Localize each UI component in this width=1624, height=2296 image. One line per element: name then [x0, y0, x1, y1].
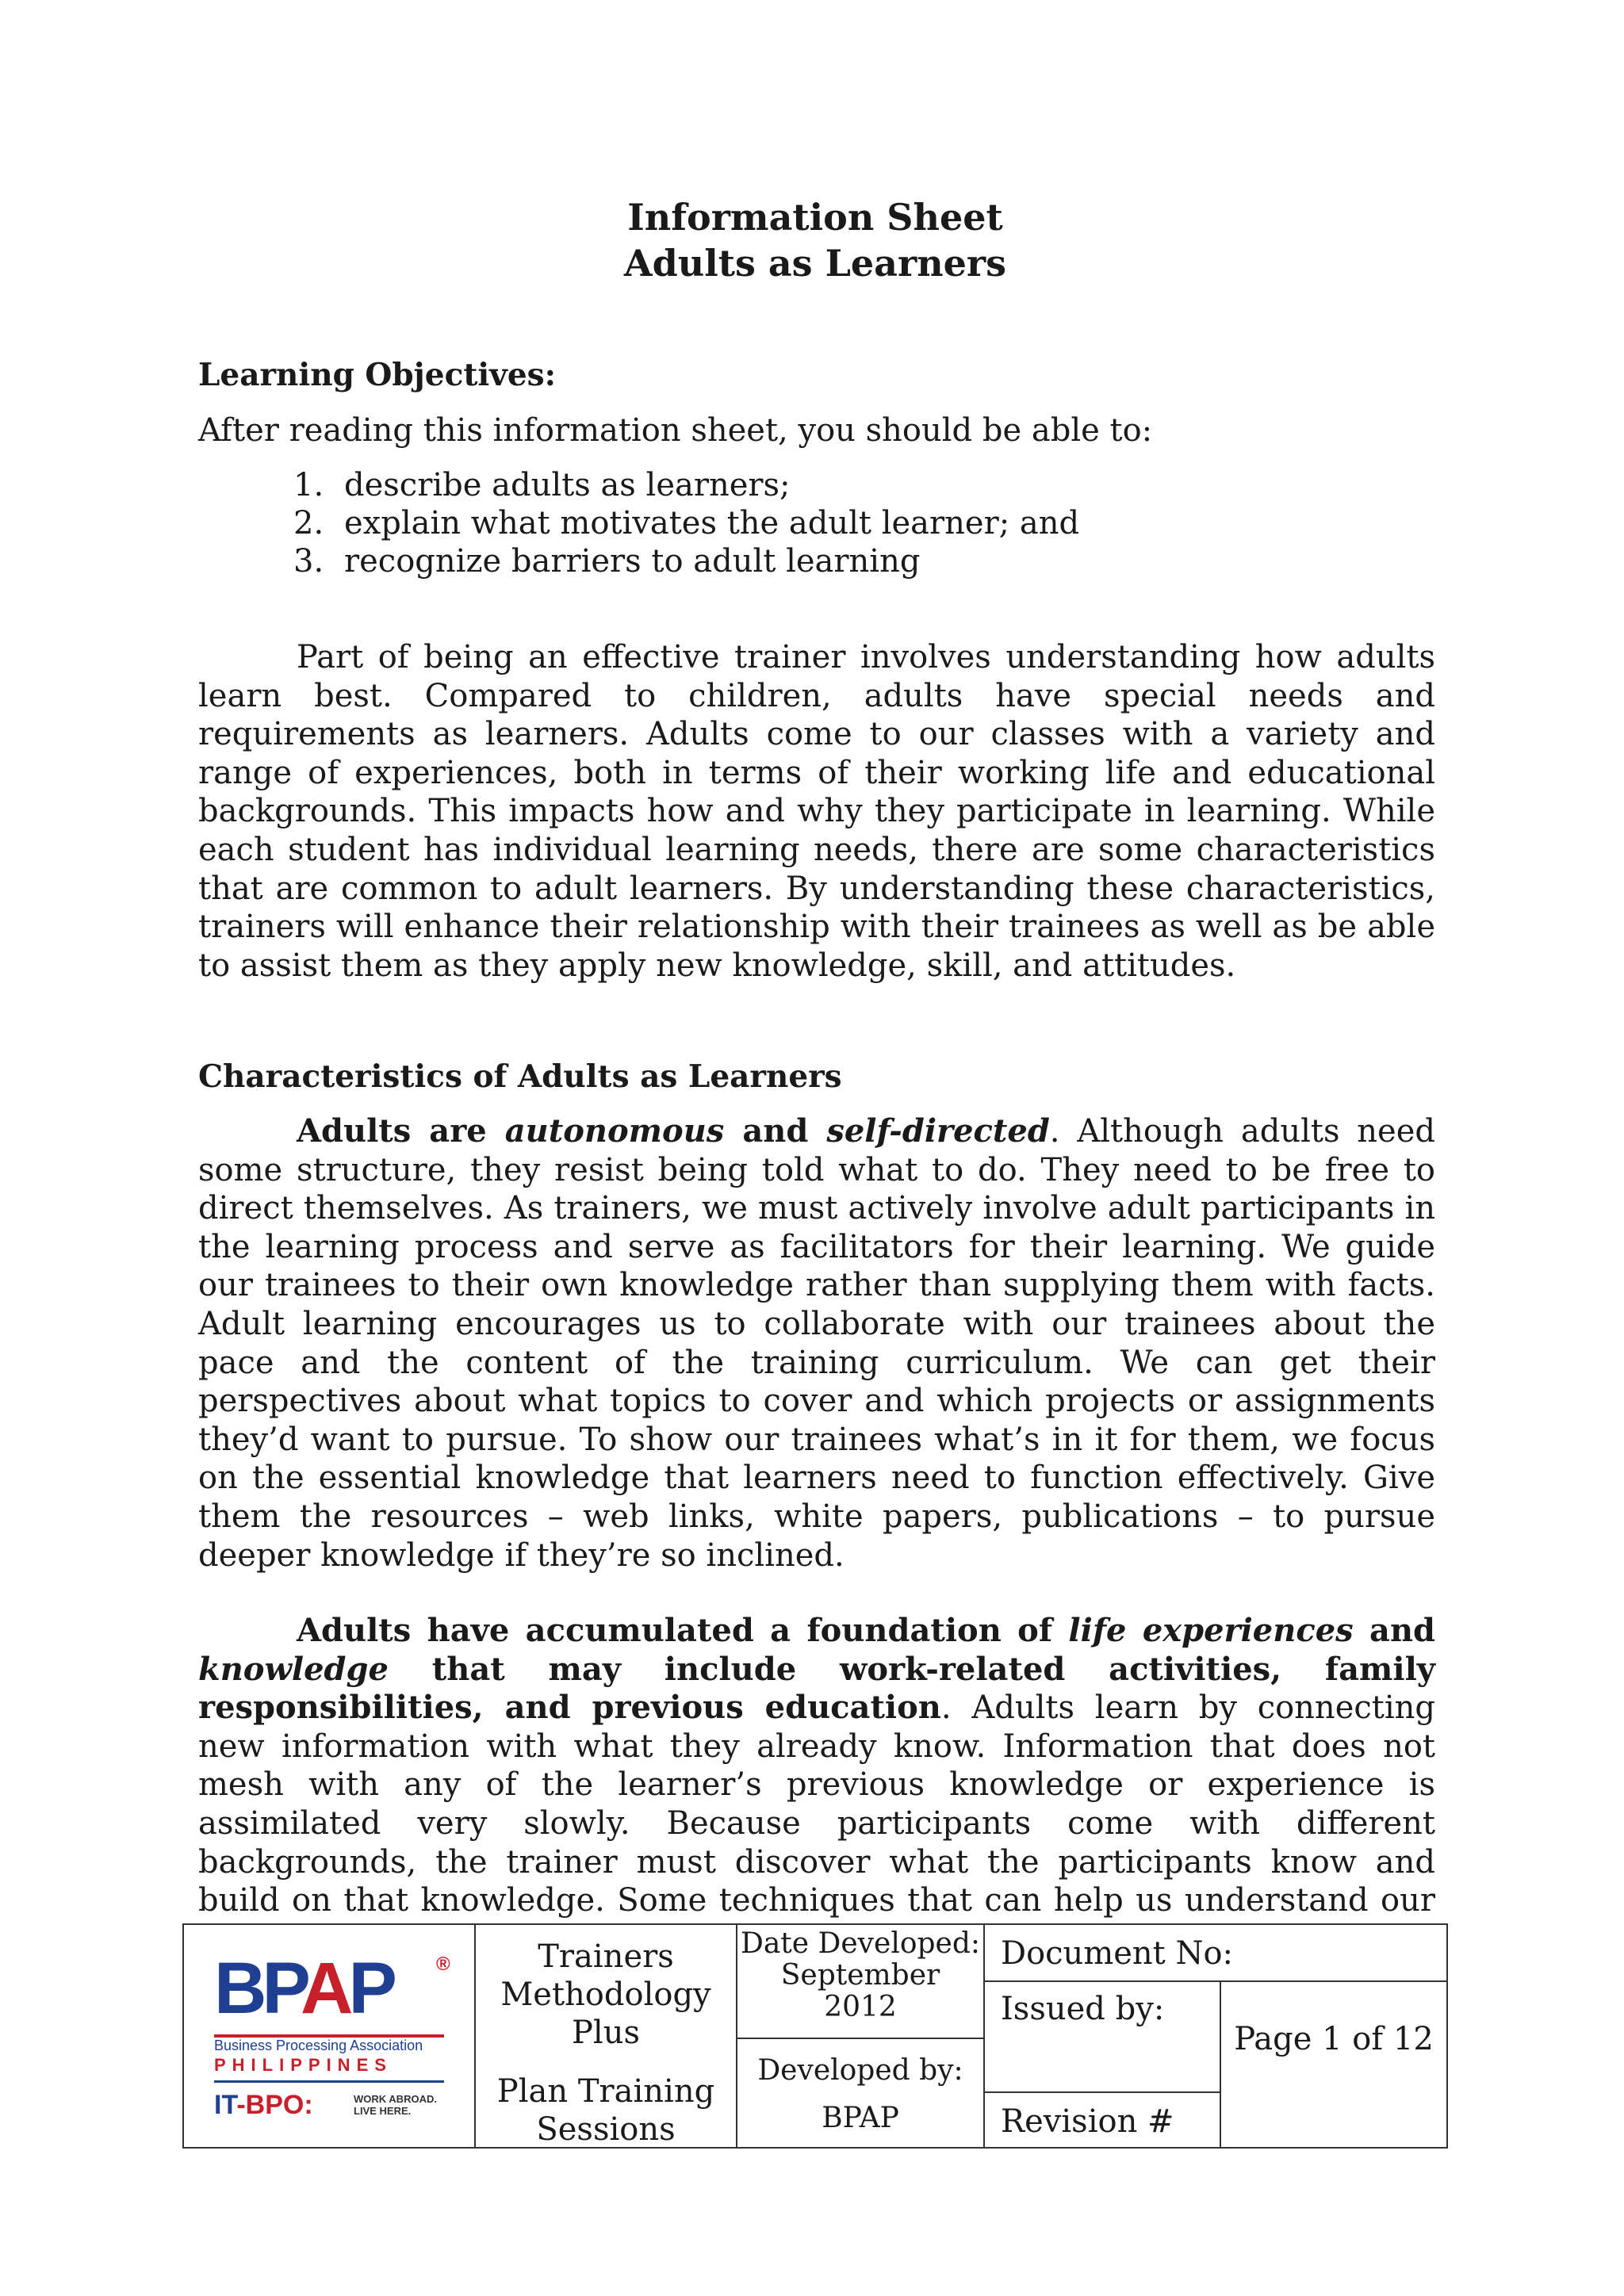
itbpo-mark: IT-BPO:: [214, 2090, 313, 2120]
module-name: Plan Training Sessions: [496, 2073, 715, 2148]
objectives-intro: After reading this information sheet, you should be able to:: [198, 412, 1153, 449]
logo-country: PHILIPPINES: [214, 2055, 393, 2075]
issued-by: Issued by:: [1001, 1991, 1165, 2027]
autonomy-paragraph: [198, 1112, 1435, 1575]
list-item: [293, 466, 1079, 504]
list-number: 3.: [293, 543, 324, 580]
autonomy-lead: Adults are: [297, 1112, 505, 1150]
experience-lead-3: that may include work-related activities, family responsibilities, and previous education: [198, 1650, 1435, 1727]
intro-paragraph: [198, 638, 1435, 985]
registered-mark: ®: [436, 1954, 450, 1975]
objectives-list: [293, 466, 1079, 580]
characteristics-heading: Characteristics of Adults as Learners: [198, 1058, 842, 1095]
list-item: [293, 504, 1079, 542]
experience-lead: Adults have accumulated a foundation of: [297, 1612, 1069, 1649]
logo-subtitle: Business Processing Association: [214, 2038, 423, 2053]
page-subtitle: Adults as Learners: [623, 242, 1007, 285]
experience-lead-2: and: [1353, 1612, 1435, 1649]
list-number: 2.: [293, 505, 324, 541]
autonomy-lead-2: and: [724, 1112, 827, 1150]
date-developed: Date Developed: September 2012: [740, 1927, 981, 2023]
experience-paragraph: [198, 1612, 1435, 1958]
revision-number: Revision #: [1001, 2103, 1174, 2140]
footer-divider: [983, 1925, 985, 2147]
footer-divider: [736, 2038, 983, 2039]
course-name: Trainers Methodology Plus: [500, 1938, 711, 2051]
bpap-logo: [214, 1949, 452, 2123]
footer-divider: [983, 2091, 1220, 2093]
experience-em-2: knowledge: [198, 1650, 389, 1688]
itbpo-it: IT: [214, 2090, 237, 2120]
footer-divider: [1220, 1980, 1221, 2147]
experience-em-1: life experiences: [1068, 1612, 1354, 1649]
logo-tagline: WORK ABROAD. LIVE HERE.: [354, 2093, 437, 2117]
logo-rule: [214, 2080, 444, 2083]
objectives-heading: Learning Objectives:: [198, 357, 556, 393]
developed-by: Developed by: BPAP: [757, 2054, 963, 2134]
list-text: explain what motivates the adult learner; and: [344, 505, 1080, 541]
page-number: Page 1 of 12: [1234, 2021, 1434, 2057]
list-text: describe adults as learners;: [344, 467, 791, 503]
document-number: Document No:: [1001, 1935, 1234, 1972]
autonomy-em-2: self-directed: [826, 1112, 1050, 1150]
document-footer-table: [182, 1923, 1448, 2149]
experience-body: . Adults learn by connecting new information with what they already know. Information that does not mesh with any of the learner’s previous knowledge or experience is assimilated very slowly. Because participants come with different backgrounds, the trainer must discover what the participants know and build on that knowledge. Some techniques that can help us understand our: [198, 1689, 1436, 1919]
autonomy-em-1: autonomous: [504, 1112, 725, 1150]
autonomy-body: . Although adults need some structure, they resist being told what to do. They need to be free to direct themselves. As trainers, we must actively involve adult participants in the learning process and serve as facilitators for their learning. We guide our trainees to their own knowledge rather than supplying them with facts. Adult learning encourages us to collaborate with our trainees about the pace and the content of the training curriculum. We can get their perspectives about what topics to cover and which projects or assignments they’d want to pursue. To show our trainees what’s in it for them, we focus on the essential knowledge that learners need to function effectively. Give them the resources – web links, white papers, publications – to pursue deeper knowledge if they’re so inclined.: [198, 1113, 1435, 1574]
itbpo-bpo: -BPO: [236, 2090, 304, 2120]
bpap-logo-wordmark: BPAP: [214, 1948, 393, 2029]
page-title: Information Sheet: [627, 196, 1003, 239]
list-number: 1.: [293, 467, 324, 503]
footer-divider: [983, 1980, 1446, 1982]
list-text: recognize barriers to adult learning: [344, 543, 921, 580]
list-item: [293, 542, 1079, 580]
intro-paragraph-text: Part of being an effective trainer involves understanding how adults learn best. Compared to children, adults have special needs and requirements as learners. Adults come to our classes with a variety and range of experiences, both in terms of their working life and educational backgrounds. This impacts how and why they participate in learning. While each student has individual learning needs, there are some characteristics that are common to adult learners. By understanding these characteristics, trainers will enhance their relationship with their trainees as well as be able to assist them as they apply new knowledge, skill, and attitudes.: [198, 639, 1435, 984]
